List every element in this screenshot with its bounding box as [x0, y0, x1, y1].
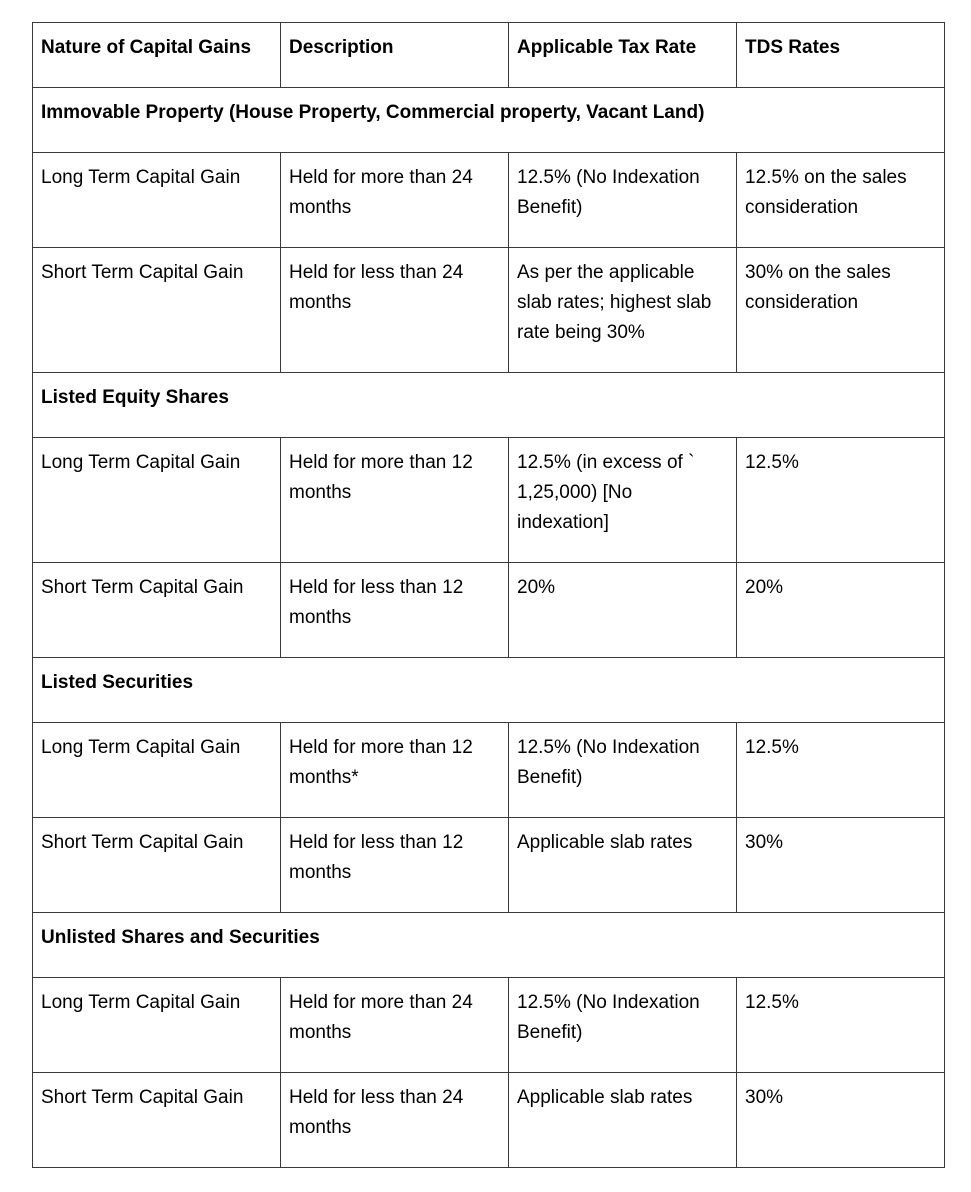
capital-gains-tax-table — [32, 22, 945, 1168]
cell-tds-rate: 20% — [737, 563, 945, 658]
cell-description: Held for less than 12 months — [281, 563, 509, 658]
table-row — [33, 563, 945, 658]
cell-tax-rate: 12.5% (No Indexation Benefit) — [509, 978, 737, 1073]
cell-description: Held for more than 12 months* — [281, 723, 509, 818]
cell-tds-rate: 30% — [737, 818, 945, 913]
cell-tds-rate: 12.5% — [737, 438, 945, 563]
cell-tax-rate: 12.5% (No Indexation Benefit) — [509, 153, 737, 248]
cell-description: Held for more than 24 months — [281, 153, 509, 248]
header-nature-of-capital-gains: Nature of Capital Gains — [33, 23, 281, 88]
cell-tax-rate: Applicable slab rates — [509, 818, 737, 913]
section-title: Unlisted Shares and Securities — [33, 913, 945, 978]
cell-nature: Long Term Capital Gain — [33, 723, 281, 818]
table-row — [33, 978, 945, 1073]
section-row-unlisted-shares-and-securities — [33, 913, 945, 978]
cell-nature: Short Term Capital Gain — [33, 1073, 281, 1168]
cell-tax-rate: 20% — [509, 563, 737, 658]
cell-nature: Short Term Capital Gain — [33, 818, 281, 913]
header-description: Description — [281, 23, 509, 88]
section-title: Listed Equity Shares — [33, 373, 945, 438]
table-row — [33, 248, 945, 373]
cell-tax-rate: Applicable slab rates — [509, 1073, 737, 1168]
cell-tds-rate: 12.5% — [737, 723, 945, 818]
cell-tds-rate: 12.5% on the sales consideration — [737, 153, 945, 248]
cell-description: Held for more than 12 months — [281, 438, 509, 563]
cell-nature: Long Term Capital Gain — [33, 978, 281, 1073]
cell-tds-rate: 12.5% — [737, 978, 945, 1073]
table-row — [33, 438, 945, 563]
table-header-row — [33, 23, 945, 88]
cell-tax-rate: 12.5% (in excess of ` 1,25,000) [No indexation] — [509, 438, 737, 563]
cell-nature: Short Term Capital Gain — [33, 248, 281, 373]
section-title: Listed Securities — [33, 658, 945, 723]
cell-nature: Short Term Capital Gain — [33, 563, 281, 658]
cell-tds-rate: 30% — [737, 1073, 945, 1168]
cell-description: Held for less than 24 months — [281, 1073, 509, 1168]
cell-nature: Long Term Capital Gain — [33, 153, 281, 248]
cell-tax-rate: 12.5% (No Indexation Benefit) — [509, 723, 737, 818]
table-row — [33, 818, 945, 913]
cell-description: Held for less than 24 months — [281, 248, 509, 373]
cell-description: Held for more than 24 months — [281, 978, 509, 1073]
table-row — [33, 1073, 945, 1168]
cell-tds-rate: 30% on the sales consideration — [737, 248, 945, 373]
table-row — [33, 723, 945, 818]
header-tds-rates: TDS Rates — [737, 23, 945, 88]
section-title: Immovable Property (House Property, Commercial property, Vacant Land) — [33, 88, 945, 153]
table-row — [33, 153, 945, 248]
section-row-listed-equity-shares — [33, 373, 945, 438]
section-row-immovable-property — [33, 88, 945, 153]
header-applicable-tax-rate: Applicable Tax Rate — [509, 23, 737, 88]
cell-nature: Long Term Capital Gain — [33, 438, 281, 563]
cell-description: Held for less than 12 months — [281, 818, 509, 913]
section-row-listed-securities — [33, 658, 945, 723]
cell-tax-rate: As per the applicable slab rates; highest slab rate being 30% — [509, 248, 737, 373]
